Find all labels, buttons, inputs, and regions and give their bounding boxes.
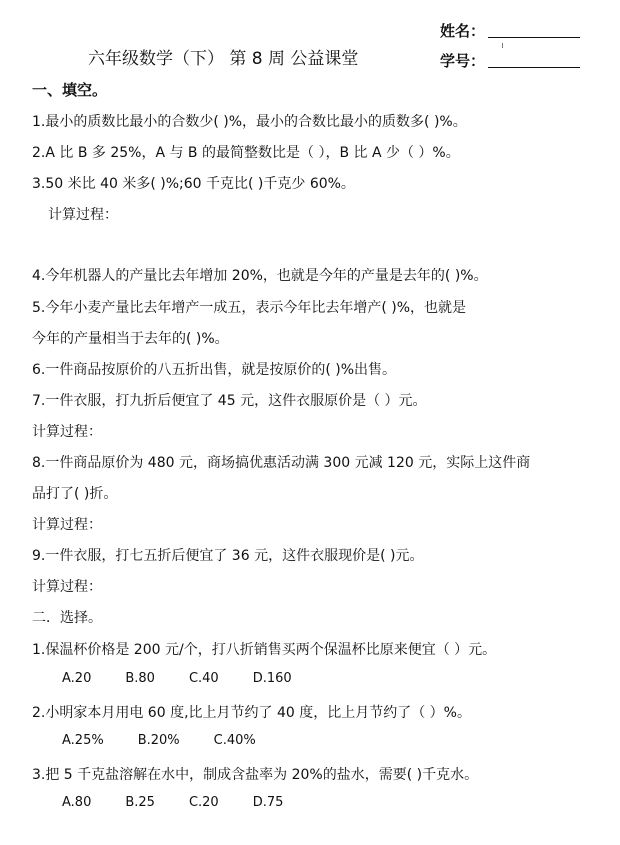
student-id-label: 学号： (440, 52, 486, 70)
question-line: 8.一件商品原价为 480 元，商场搞优惠活动满 300 元减 120 元，实际上这件商 (32, 455, 531, 471)
choice-options (62, 671, 326, 686)
question-line: 2.A 比 B 多 25%，A 与 B 的最简整数比是（ ），B 比 A 少（ ）%。 (32, 145, 460, 161)
calc-label: 计算过程： (32, 424, 102, 440)
question-line: 4.今年机器人的产量比去年增加 20%，也就是今年的产量是去年的( )%。 (32, 268, 488, 284)
section-fill-title: 一、填空。 (32, 81, 108, 99)
calc-label: 计算过程： (32, 579, 102, 595)
option-a[interactable]: A.25% (62, 733, 104, 748)
choice-options (62, 795, 317, 810)
option-d[interactable]: D.75 (252, 795, 284, 810)
name-field-line[interactable] (488, 37, 580, 38)
question-line: 6.一件商品按原价的八五折出售，就是按原价的( )%出售。 (32, 362, 397, 378)
question-line: 3.50 米比 40 米多( )%;60 千克比( )千克少 60%。 (32, 176, 355, 192)
option-c[interactable]: C.20 (188, 795, 219, 810)
option-a[interactable]: A.80 (62, 795, 92, 810)
choice-question: 1.保温杯价格是 200 元/个，打八折销售买两个保温杯比原来便宜（ ）元。 (32, 642, 497, 658)
question-line: 品打了( )折。 (32, 486, 118, 502)
page-title: 六年级数学（下） 第 8 周 公益课堂 (88, 49, 359, 69)
option-d[interactable]: D.160 (252, 671, 292, 686)
question-line: 7.一件衣服，打九折后便宜了 45 元，这件衣服原价是（ ）元。 (32, 393, 427, 409)
question-line: 1.最小的质数比最小的合数少( )%，最小的合数比最小的质数多( )%。 (32, 114, 467, 130)
calc-label: 计算过程： (32, 517, 102, 533)
option-c[interactable]: C.40 (188, 671, 219, 686)
option-c[interactable]: C.40% (213, 733, 256, 748)
question-line: 9.一件衣服，打七五折后便宜了 36 元，这件衣服现价是( )元。 (32, 548, 424, 564)
question-line: 今年的产量相当于去年的( )%。 (32, 331, 229, 347)
section-choice-title: 二．选择。 (32, 610, 102, 626)
scan-mark (502, 43, 503, 48)
option-b[interactable]: B.25 (125, 795, 155, 810)
option-b[interactable]: B.20% (137, 733, 180, 748)
calc-label: 计算过程： (48, 207, 118, 223)
choice-options (62, 733, 290, 748)
choice-question: 3.把 5 千克盐溶解在水中，制成含盐率为 20%的盐水，需要( )千克水。 (32, 767, 479, 783)
option-b[interactable]: B.80 (125, 671, 155, 686)
choice-question: 2.小明家本月用电 60 度,比上月节约了 40 度，比上月节约了（ ）%。 (32, 705, 471, 721)
name-label: 姓名： (440, 22, 486, 40)
question-line: 5.今年小麦产量比去年增产一成五，表示今年比去年增产( )%，也就是 (32, 300, 467, 316)
option-a[interactable]: A.20 (62, 671, 92, 686)
student-id-field-line[interactable] (488, 67, 580, 68)
